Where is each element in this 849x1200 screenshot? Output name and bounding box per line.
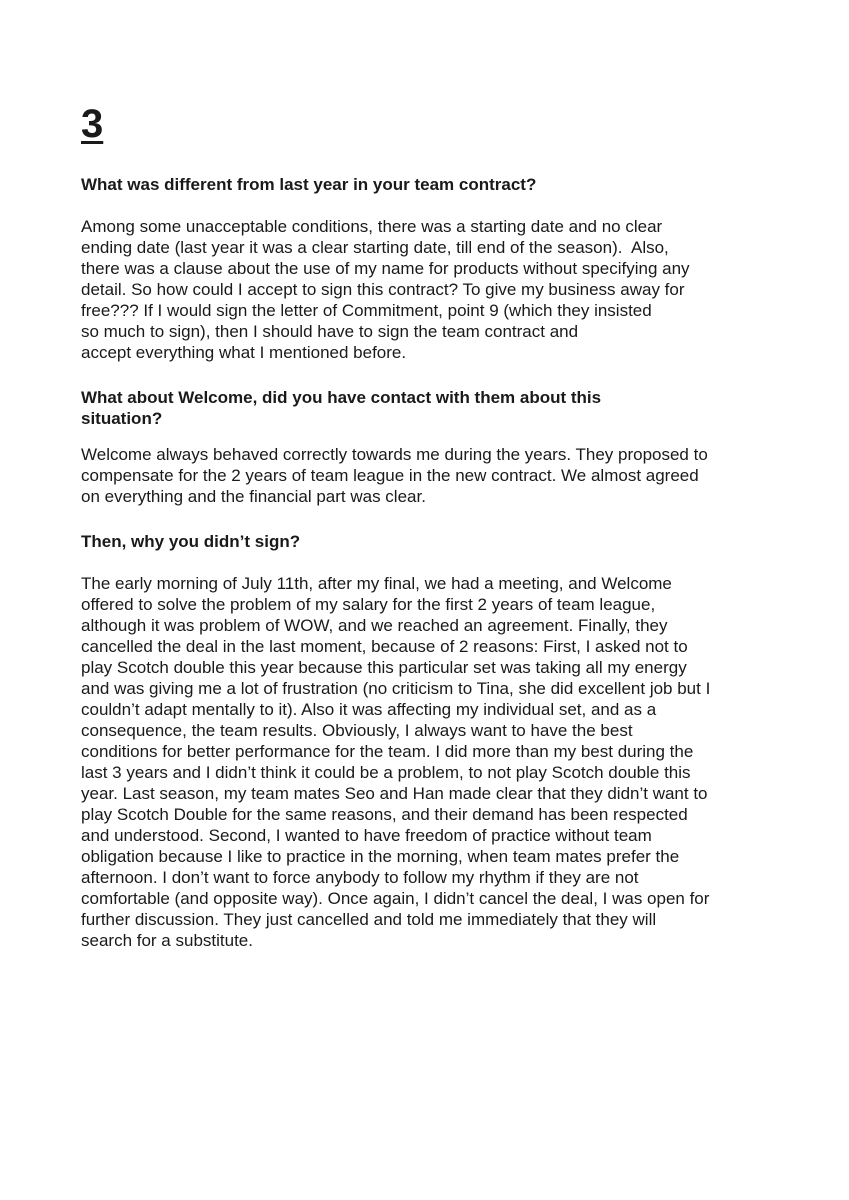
- heading-line: Then, why you didn’t sign?: [81, 532, 301, 551]
- paragraph-line: accept everything what I mentioned before.: [81, 343, 407, 362]
- paragraph-line: couldn’t adapt mentally to it). Also it was affecting my individual set, and as a: [81, 700, 657, 719]
- paragraph-line: further discussion. They just cancelled and told me immediately that they will: [81, 910, 657, 929]
- paragraph-line: search for a substitute.: [81, 931, 253, 950]
- heading-line: situation?: [81, 409, 163, 428]
- paragraph-line: year. Last season, my team mates Seo and Han made clear that they didn’t want to: [81, 784, 708, 803]
- paragraph-line: consequence, the team results. Obviously, I always want to have the best: [81, 721, 633, 740]
- answer-paragraph-contract: [81, 216, 781, 363]
- paragraph-line: there was a clause about the use of my name for products without specifying any: [81, 259, 690, 278]
- paragraph-line: although it was problem of WOW, and we reached an agreement. Finally, they: [81, 616, 668, 635]
- heading-line: What was different from last year in your team contract?: [81, 175, 537, 194]
- paragraph-line: cancelled the deal in the last moment, because of 2 reasons: First, I asked not to: [81, 637, 688, 656]
- question-heading-why-not-sign: [81, 531, 781, 552]
- paragraph-line: free??? If I would sign the letter of Commitment, point 9 (which they insisted: [81, 301, 652, 320]
- paragraph-line: compensate for the 2 years of team league in the new contract. We almost agreed: [81, 466, 699, 485]
- heading-line: What about Welcome, did you have contact with them about this: [81, 388, 602, 407]
- page-number: 3: [81, 102, 104, 146]
- question-heading-contract: [81, 174, 781, 195]
- paragraph-line: last 3 years and I didn’t think it could be a problem, to not play Scotch double this: [81, 763, 691, 782]
- paragraph-line: and understood. Second, I wanted to have freedom of practice without team: [81, 826, 652, 845]
- paragraph-line: ending date (last year it was a clear starting date, till end of the season). Also,: [81, 238, 669, 257]
- paragraph-line: Welcome always behaved correctly towards me during the years. They proposed to: [81, 445, 708, 464]
- answer-paragraph-why-not-sign: [81, 573, 781, 951]
- paragraph-line: play Scotch double this year because this particular set was taking all my energy: [81, 658, 687, 677]
- paragraph-line: The early morning of July 11th, after my final, we had a meeting, and Welcome: [81, 574, 672, 593]
- answer-paragraph-welcome: [81, 444, 781, 507]
- paragraph-line: conditions for better performance for the team. I did more than my best during the: [81, 742, 694, 761]
- question-heading-welcome: [81, 387, 781, 429]
- paragraph-line: comfortable (and opposite way). Once again, I didn’t cancel the deal, I was open for: [81, 889, 710, 908]
- paragraph-line: so much to sign), then I should have to sign the team contract and: [81, 322, 579, 341]
- paragraph-line: detail. So how could I accept to sign this contract? To give my business away for: [81, 280, 685, 299]
- paragraph-line: and was giving me a lot of frustration (no criticism to Tina, she did excellent job but I: [81, 679, 711, 698]
- paragraph-line: afternoon. I don’t want to force anybody to follow my rhythm if they are not: [81, 868, 639, 887]
- paragraph-line: Among some unacceptable conditions, there was a starting date and no clear: [81, 217, 663, 236]
- paragraph-line: obligation because I like to practice in the morning, when team mates prefer the: [81, 847, 680, 866]
- paragraph-line: play Scotch Double for the same reasons, and their demand has been respected: [81, 805, 688, 824]
- paragraph-line: offered to solve the problem of my salary for the first 2 years of team league,: [81, 595, 656, 614]
- paragraph-line: on everything and the financial part was clear.: [81, 487, 426, 506]
